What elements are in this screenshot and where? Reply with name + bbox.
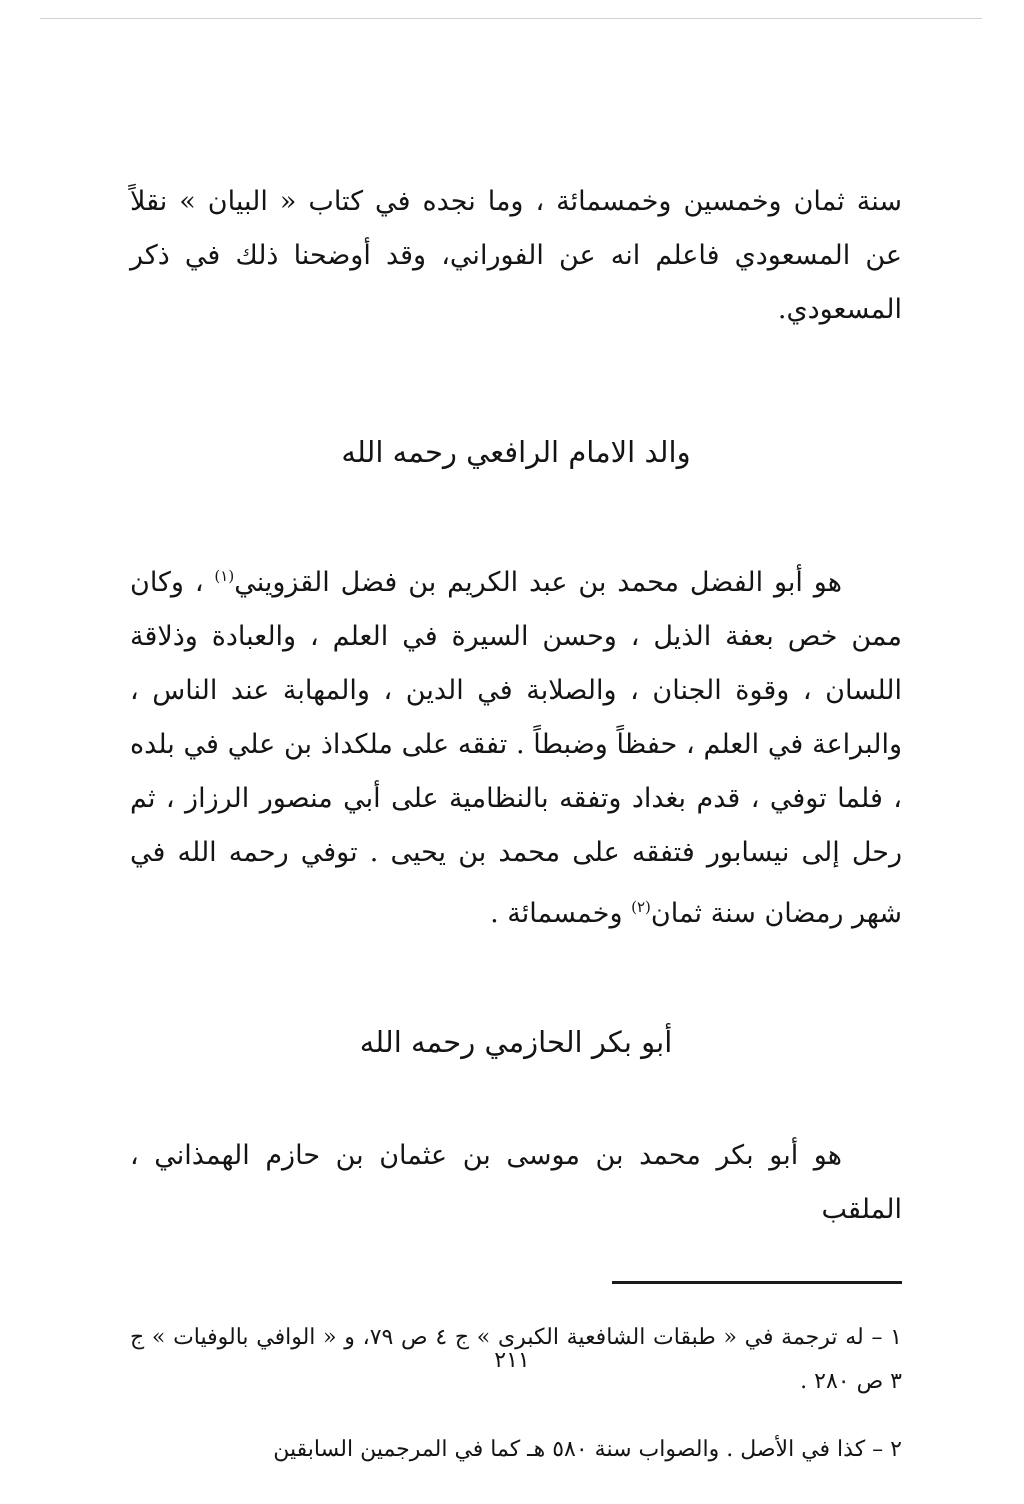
- page-body: [130, 175, 902, 1496]
- footnote-separator: [612, 1281, 902, 1284]
- paragraph-rafii-father-part-c: وخمسمائة .: [490, 898, 632, 929]
- paragraph-rafii-father-part-a: هو أبو الفضل محمد بن عبد الكريم بن فضل القزويني: [234, 567, 842, 598]
- footnote-1: ١ – له ترجمة في « طبقات الشافعية الكبرى » ج ٤ ص ٧٩، و « الوافي بالوفيات » ج ٣ ص ٢٨٠ .: [130, 1325, 902, 1394]
- page-number: ٢١١: [494, 1348, 530, 1373]
- top-rule: [40, 18, 982, 19]
- paragraph-rafii-father-part-b: ، وكان ممن خص بعفة الذيل ، وحسن السيرة في العلم ، والعبادة وذلاقة اللسان ، وقوة الجنان ، والصلابة في الدين ، والمهابة عند الناس ، والبراعة في العلم ، حفظاً وضبطاً . تفقه على ملكداذ بن علي في بلده ، فلما توفي ، قدم بغداد وتفقه بالنظامية على أبي منصور الرزاز ، ثم رحل إلى نيسابور فتفقه على محمد بن يحيى . توفي رحمه الله في شهر رمضان سنة ثمان: [130, 567, 902, 929]
- footnote-2: ٢ – كذا في الأصل . والصواب سنة ٥٨٠ هـ كما في المرجمين السابقين: [273, 1437, 902, 1462]
- section-heading-hazimi: أبو بكر الحازمي رحمه الله: [359, 1025, 673, 1059]
- paragraph-intro: سنة ثمان وخمسين وخمسمائة ، وما نجده في كتاب « البيان » نقلاً عن المسعودي فاعلم انه عن الفوراني، وقد أوضحنا ذلك في ذكر المسعودي.: [130, 186, 902, 325]
- paragraph-rafii-father: [130, 549, 902, 941]
- section-heading-rafii-father: والد الامام الرافعي رحمه الله: [341, 435, 691, 469]
- footnote-ref-1: (١): [214, 567, 235, 585]
- footnote-ref-2: (٢): [631, 898, 651, 916]
- paragraph-hazimi: هو أبو بكر محمد بن موسى بن عثمان بن حازم الهمذاني ، الملقب: [130, 1140, 902, 1225]
